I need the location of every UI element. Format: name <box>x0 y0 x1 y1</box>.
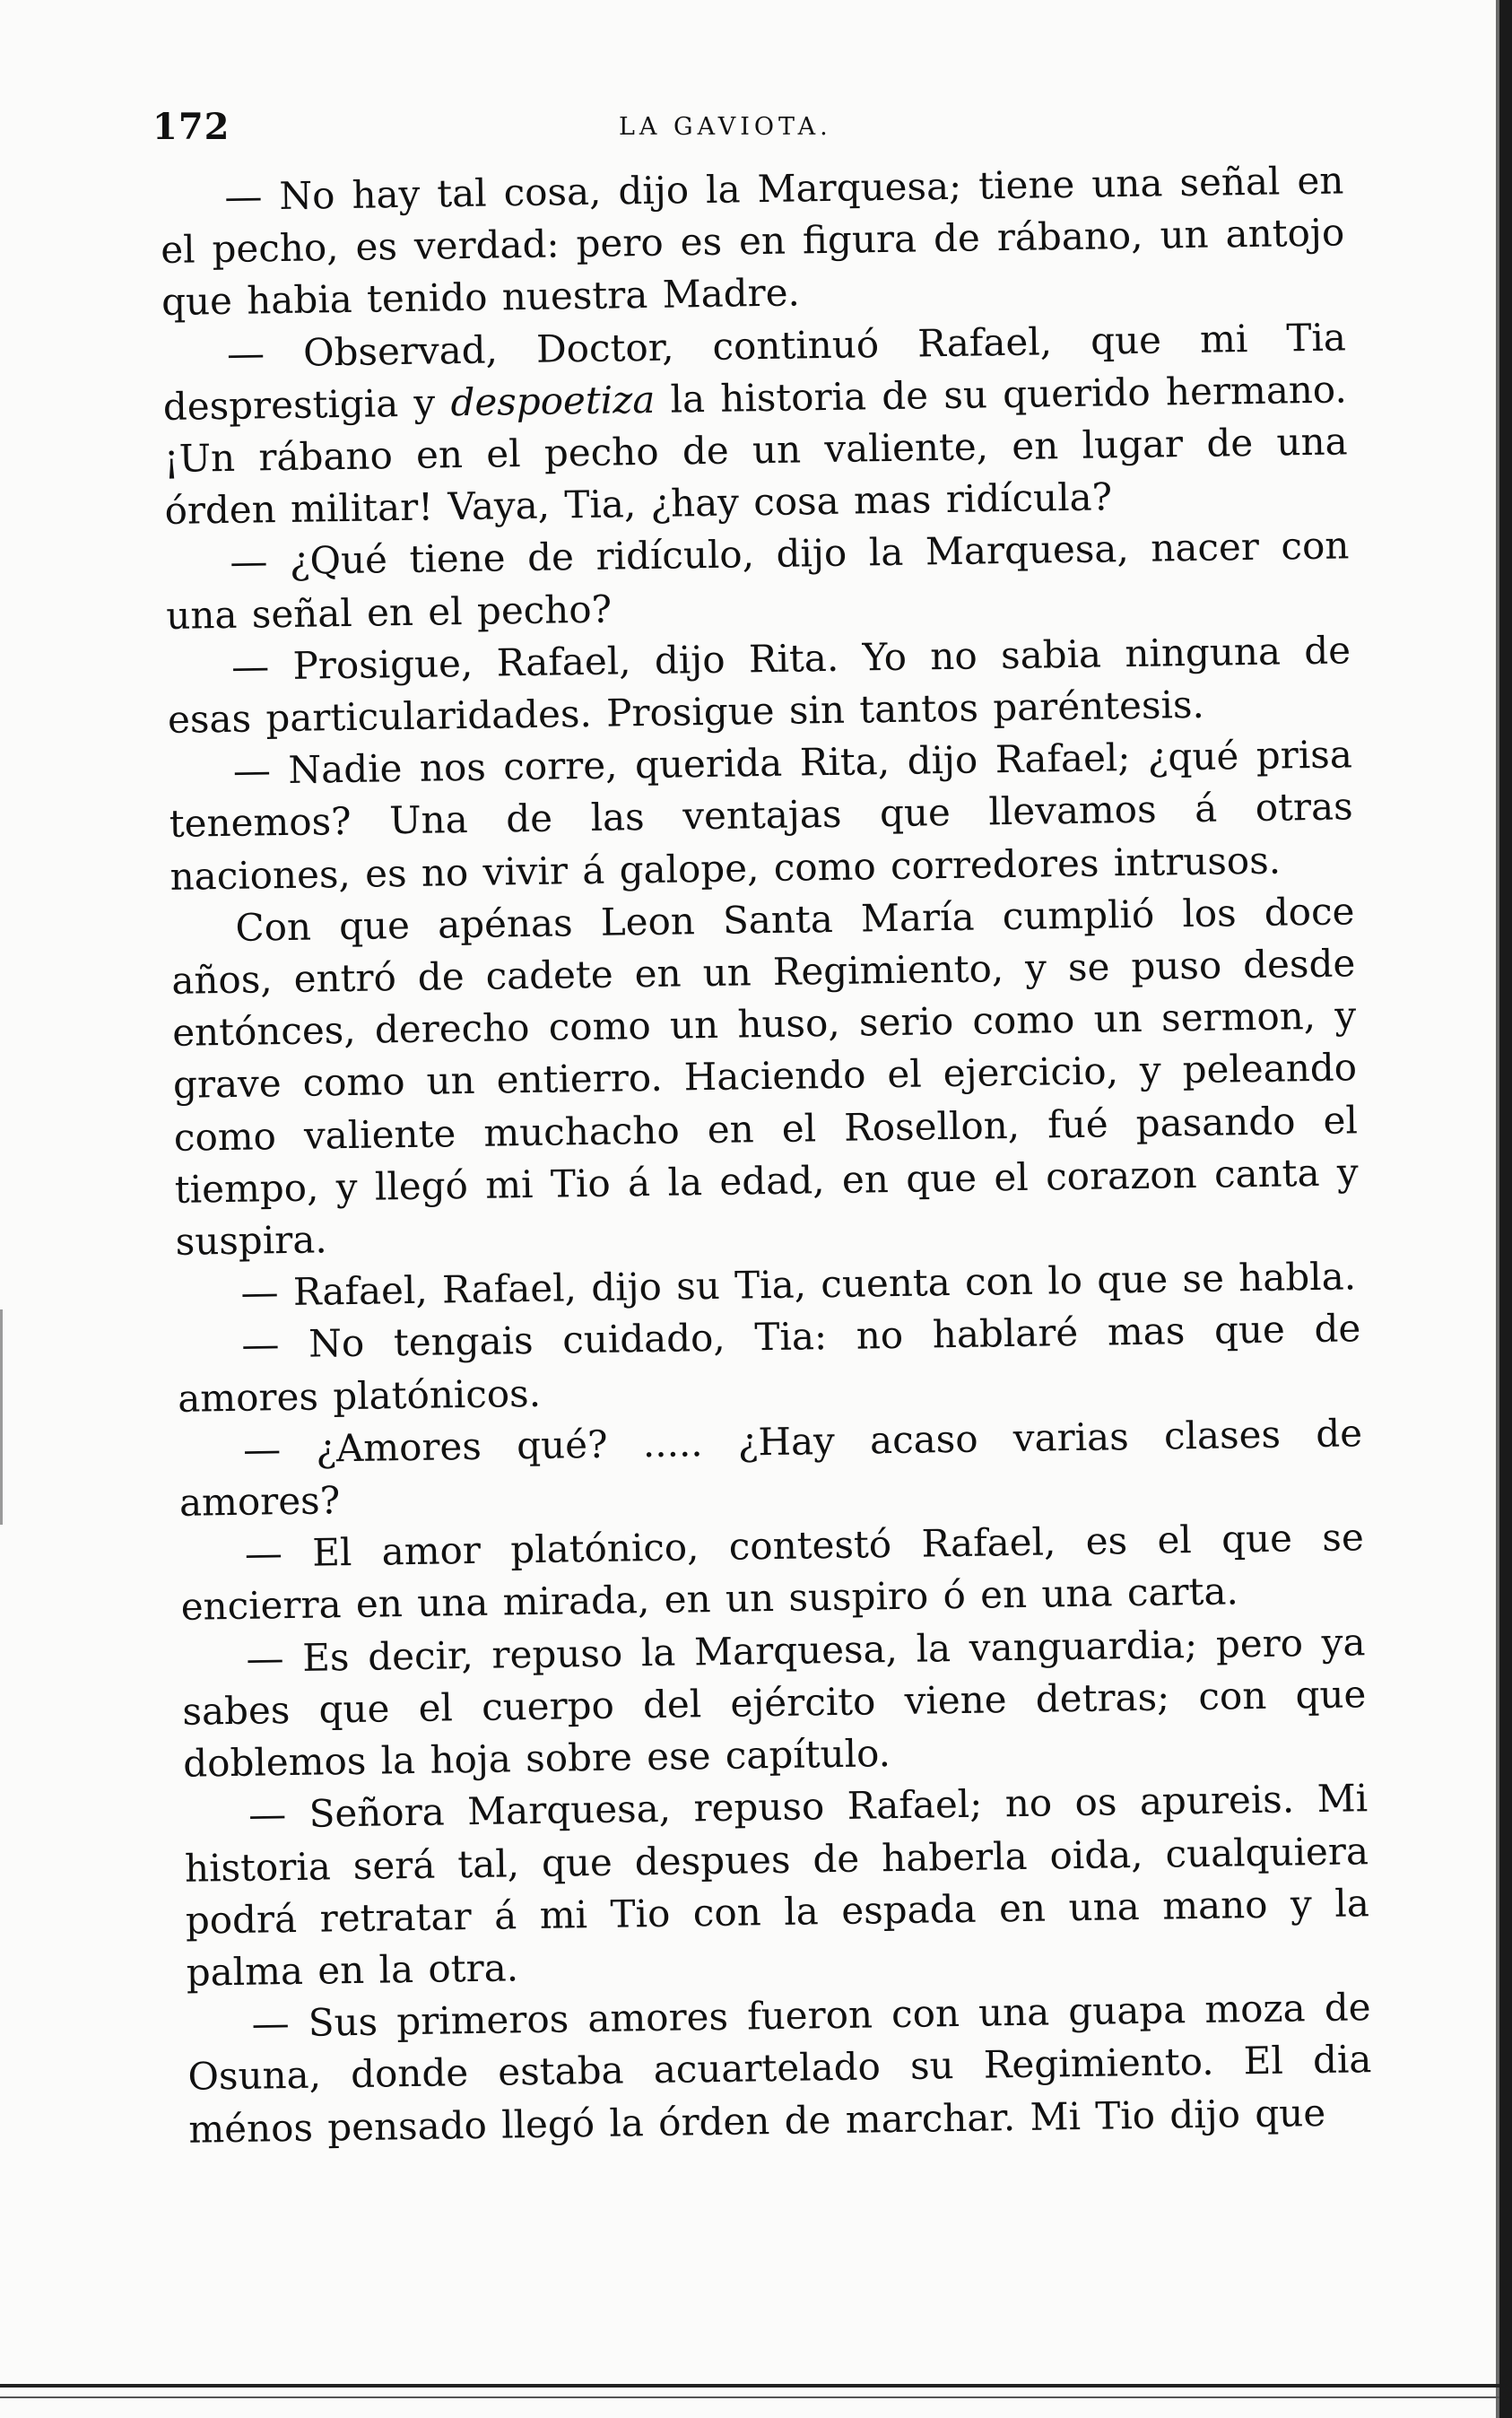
paragraph: — Señora Marquesa, repuso Rafael; no os apureis. Mi historia será tal, que despues de haberla oida, cualquiera podrá retratar á mi Tio con la espada en una mano y la palma en la otra. <box>184 1776 1370 1995</box>
italic-word: despoetiza <box>450 377 656 425</box>
text-body <box>160 154 1373 2155</box>
paragraph: Con que apénas Leon Santa María cumplió los doce años, entró de cadete en un Regimiento, y se puso desde entónces, derecho como un huso, serio como un sermon, y grave como un entierro. Haciendo el ejercicio, y peleando como valiente muchacho en el Rosellon, fué pasando el tiempo, y llegó mi Tio á la edad, en que el corazon canta y suspira. <box>171 889 1360 1264</box>
paragraph: — Sus primeros amores fueron con una guapa moza de Osuna, donde estaba acuartelado su Regimiento. El dia ménos pensado llegó la órden de marchar. Mi Tio dijo que <box>187 1985 1372 2152</box>
paragraph: — No hay tal cosa, dijo la Marquesa; tiene una señal en el pecho, es verdad: pero es en figura de rábano, un antojo que habia tenido nuestra Madre. <box>160 158 1345 325</box>
paragraph-text: — Observad, Doctor, continuó Rafael, que mi Tia desprestigia y <box>162 315 1347 429</box>
running-title: LA GAVIOTA. <box>619 113 832 141</box>
paragraph: — El amor platónico, contestó Rafael, es el que se encierra en una mirada, en un suspiro ó en una carta. <box>180 1515 1365 1630</box>
bottom-rule-thin <box>0 2396 1499 2398</box>
page-edge <box>1499 0 1512 2418</box>
paragraph: — No tengais cuidado, Tia: no hablaré mas que de amores platónicos. <box>177 1306 1361 1421</box>
page-number: 172 <box>152 106 230 148</box>
bottom-rule <box>0 2384 1499 2388</box>
paragraph <box>162 311 1349 537</box>
paragraph: — Nadie nos corre, querida Rita, dijo Rafael; ¿qué prisa tenemos? Una de las ventajas que llevamos á otras naciones, es no vivir á galope, como corredores intrusos. <box>169 732 1354 899</box>
paragraph: — Es decir, repuso la Marquesa, la vanguardia; pero ya sabes que el cuerpo del ejército viene detras; con que doblemos la hoja sobre ese capítulo. <box>182 1619 1367 1786</box>
paragraph: — ¿Qué tiene de ridículo, dijo la Marquesa, nacer con una señal en el pecho? <box>165 523 1350 638</box>
paragraph: — ¿Amores qué? ..... ¿Hay acaso varias clases de amores? <box>178 1411 1363 1525</box>
paragraph: — Prosigue, Rafael, dijo Rita. Yo no sabia ninguna de esas particularidades. Prosigue sin tantos paréntesis. <box>167 628 1351 742</box>
paragraph-text: la historia de su querido hermano. ¡Un rábano en el pecho de un valiente, en lugar de una órden militar! Vaya, Tia, ¿hay cosa mas ridícula? <box>163 367 1348 534</box>
scan-artifact <box>0 1309 3 1525</box>
page-header <box>152 106 1345 160</box>
paragraph: — Rafael, Rafael, dijo su Tia, cuenta con lo que se habla. <box>240 1254 1357 1316</box>
